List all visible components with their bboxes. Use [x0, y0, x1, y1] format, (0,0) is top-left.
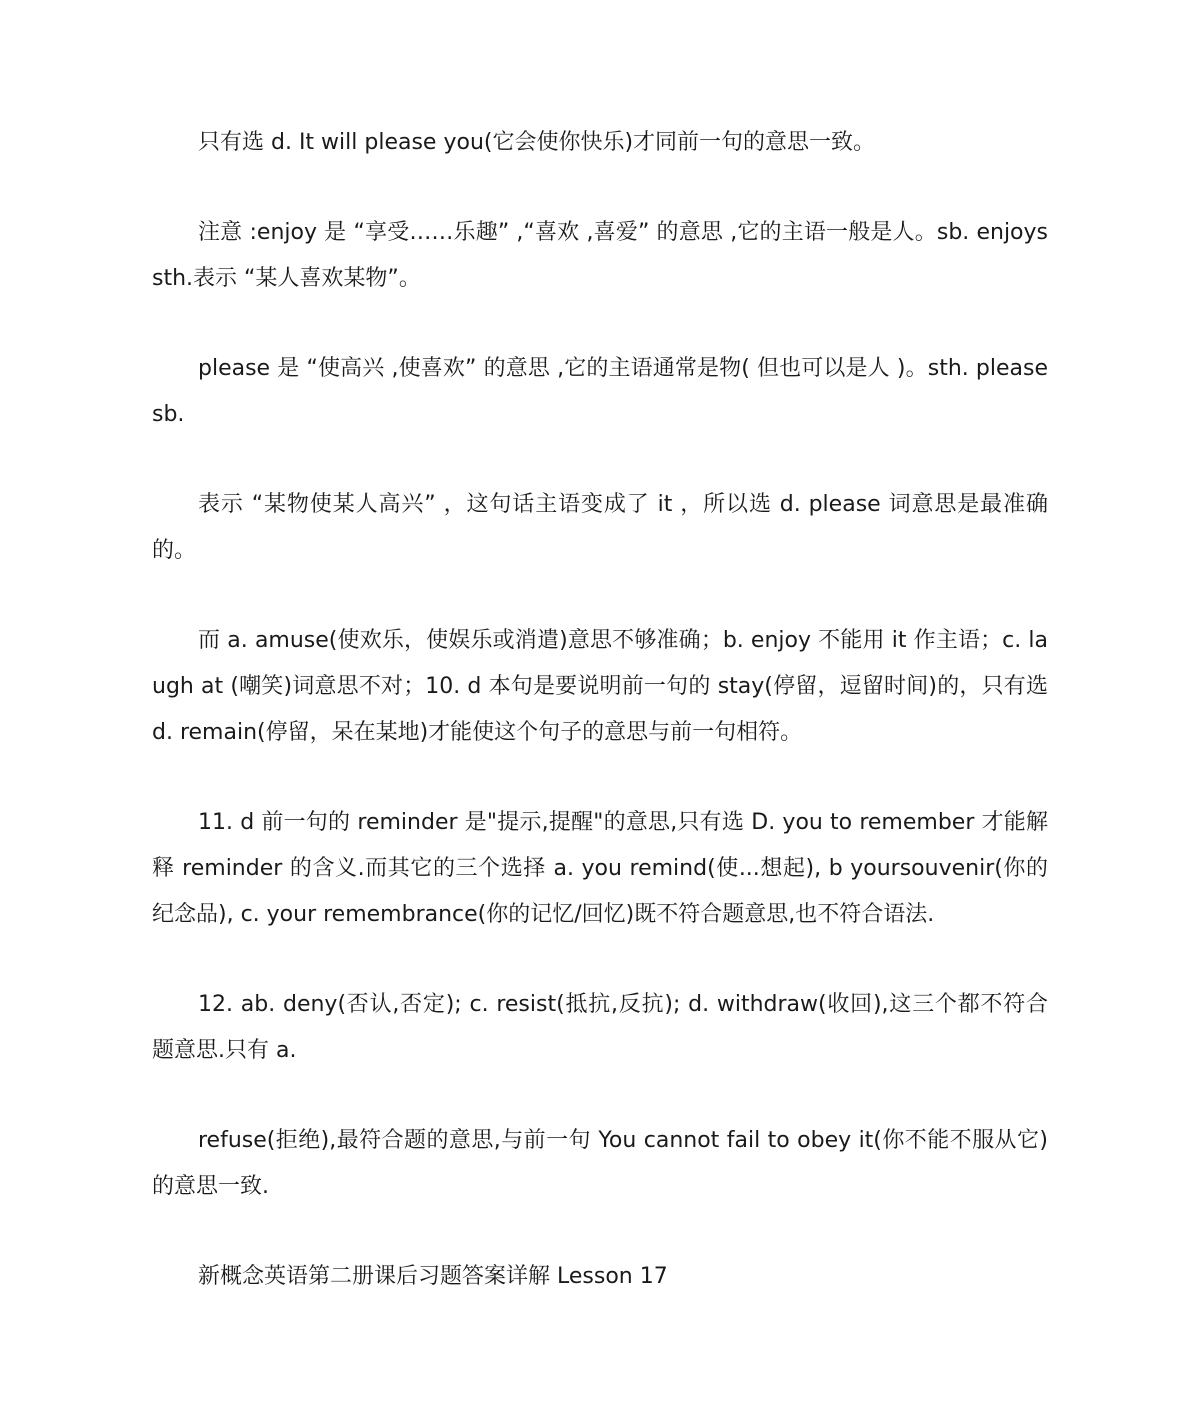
paragraph-5: 而 a. amuse(使欢乐，使娱乐或消遣)意思不够准确；b. enjoy 不能用 it 作主语；c. laugh at (嘲笑)词意思不对；10. d 本句是要说明前一句的 stay(停留，逗留时间)的，只有选 d. remain(停留，呆在某地)才能使这个句子的意思与前一句相符。 [152, 628, 1048, 745]
document-page [152, 120, 1048, 1344]
paragraph-4: 表示 “某物使某人高兴” ，这句话主语变成了 it ，所以选 d. please 词意思是最准确的。 [152, 492, 1048, 563]
paragraph-7: 12. ab. deny(否认,否定); c. resist(抵抗,反抗); d. withdraw(收回),这三个都不符合题意思.只有 a. [152, 992, 1048, 1063]
paragraph-6: 11. d 前一句的 reminder 是"提示,提醒"的意思,只有选 D. you to remember 才能解释 reminder 的含义.而其它的三个选择 a. you remind(使...想起), b yoursouvenir(你的纪念品), c. your remembrance(你的记忆/回忆)既不符合题意思,也不符合语法. [152, 810, 1048, 927]
section-heading: 新概念英语第二册课后习题答案详解 Lesson 17 [198, 1264, 668, 1289]
paragraph-3: please 是 “使高兴 ,使喜欢” 的意思 ,它的主语通常是物( 但也可以是人 )。sth. please sb. [152, 356, 1048, 427]
paragraph-8: refuse(拒绝),最符合题的意思,与前一句 You cannot fail to obey it(你不能不服从它)的意思一致. [152, 1128, 1048, 1199]
paragraph-1: 只有选 d. It will please you(它会使你快乐)才同前一句的意思一致。 [198, 130, 876, 155]
paragraph-2: 注意 :enjoy 是 “享受……乐趣” ,“喜欢 ,喜爱” 的意思 ,它的主语一般是人。sb. enjoys sth.表示 “某人喜欢某物”。 [152, 220, 1048, 291]
